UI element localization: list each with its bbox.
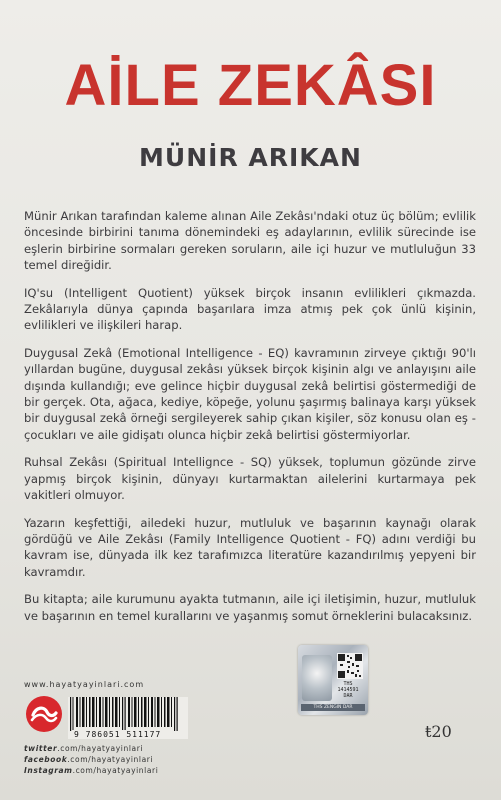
blurb-paragraph: Münir Arıkan tarafından kaleme alınan Aile Zekâsı'ndaki otuz üç bölüm; evlilik öncesinde birbirini tanıma dönemindeki eş adaylarının, evlilik sürecinde ise eşlerin birbirine sormaları gereken soruların, aile içi huzur ve mutluluğun 33 temel direğidir. <box>24 209 476 273</box>
instagram-label: Instagram <box>24 766 73 775</box>
publisher-website: www.hayatyayinlari.com <box>24 680 145 689</box>
blurb-paragraph: Bu kitapta; aile kurumunu ayakta tutmanın, aile içi iletişimin, huzur, mutluluk ve başarının en temel kurallarını ve yaşanmış somut örneklerini bulacaksınız. <box>24 592 476 623</box>
twitter-path: .com/hayatyayinlari <box>57 744 144 753</box>
sticker-code <box>331 681 365 699</box>
blurb-paragraph: Yazarın keşfettiği, ailedeki huzur, mutluluk ve başarının kaynağı olarak gördüğü ve Aile Zekâsı (Family Intelligence Quotient - FQ) adını verdiği bu kavram ise, dünyada ilk kez tarafımızca literatüre kazandırılmış yepyeni bir kavramdır. <box>24 515 476 579</box>
blurb-paragraph: Duygusal Zekâ (Emotional Intelligence - EQ) kavramının zirveye çıktığı 90'lı yıllardan bugüne, duygusal zekâsı yüksek birçok kişinin algı ve anlayışını aile dışında kullandığı; eve gelince hiçbir duygusal zekâ belirtisi göstermediği de bir gerçek. Ota, ağaca, kediye, köpeğe, yolunu şaşırmış balinaya karşı yüksek bir duygusal zekâ örneği sergileyerek sahip çıkan kişiler, söz konusu olan eş - çocukları ve aile gidişatı olunca hiçbir zekâ belirtisi göstermiyorlar. <box>24 345 476 442</box>
facebook-path: .com/hayatyayinlari <box>67 755 154 764</box>
twitter-line <box>24 743 158 754</box>
instagram-line <box>24 765 158 776</box>
isbn-number: 9 786051 511177 <box>74 730 162 739</box>
publisher-logo-icon <box>25 695 63 733</box>
qr-code-icon <box>337 653 363 679</box>
price-label: ŧ20 <box>425 722 452 741</box>
sticker-code-line: DAR <box>343 693 353 699</box>
facebook-line <box>24 754 158 765</box>
facebook-label: facebook <box>24 755 68 764</box>
sticker-code-line: THS <box>343 681 353 687</box>
book-author: MÜNİR ARIKAN <box>139 143 362 172</box>
twitter-label: twitter <box>24 744 58 753</box>
sticker-band: THS ZENGIN DAR <box>301 704 365 711</box>
sticker-code-line: 1414591 <box>337 687 359 693</box>
blurb <box>24 208 476 635</box>
book-title: AİLE ZEKÂSI <box>64 53 437 118</box>
hologram-icon <box>302 655 332 701</box>
instagram-path: .com/hayatyayinlari <box>72 766 159 775</box>
blurb-paragraph: Ruhsal Zekâsı (Spiritual Intellignce - SQ) yüksek, toplumun gözünde zirve yapmış birçok kişinin, dünyayı kurtarmaktan ailelerini kurtarmaya pek vakitleri olmuyor. <box>24 455 476 503</box>
banderol-sticker <box>298 645 368 715</box>
social-links <box>24 743 158 776</box>
blurb-paragraph: IQ'su (Intelligent Quotient) yüksek birçok insanın evlilikleri çıkmazda. Zekâlarıyla dünya çapında başarılara imza atmış pek çok ünlü kişinin, evlilikleri ve ilişkileri harap. <box>24 285 476 333</box>
